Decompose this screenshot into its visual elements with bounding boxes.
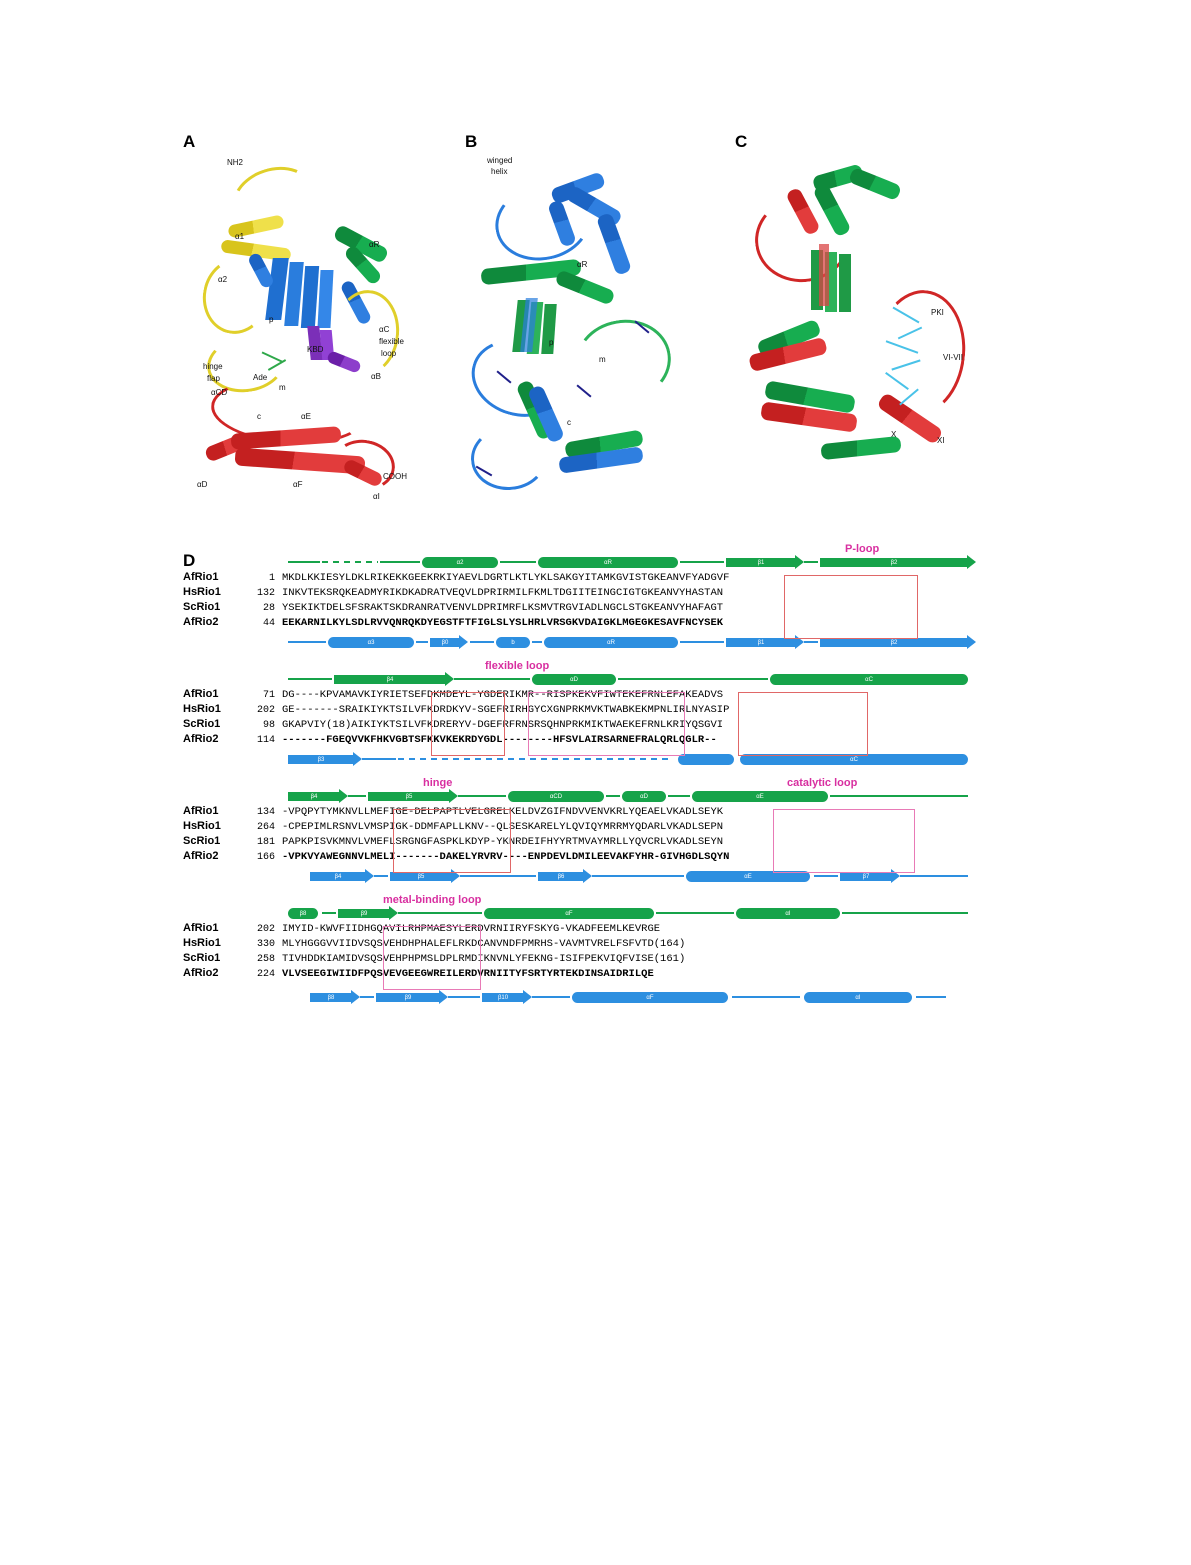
- structure-label: αI: [373, 492, 380, 501]
- ss-line: [460, 875, 536, 877]
- motif-label-hinge: hinge: [423, 777, 453, 789]
- ss-helix-aF: αF: [572, 992, 728, 1003]
- structure-label: αR: [369, 240, 380, 249]
- ss-line: [804, 641, 818, 643]
- panel-letter-a: A: [183, 132, 196, 151]
- block-spacer: [183, 651, 1013, 660]
- ss-strand-b1: β1: [726, 558, 796, 567]
- highlight-box-catalytic-loop: [773, 809, 915, 873]
- ss-helix-aI: αI: [736, 908, 840, 919]
- highlight-box-region: [431, 692, 505, 756]
- ss-strand-b9: β9: [376, 993, 440, 1002]
- ss-strand-b4: β4: [288, 792, 340, 801]
- ss-strand-b5: β5: [368, 792, 450, 801]
- ss-line: [804, 561, 818, 563]
- ss-line: [374, 875, 388, 877]
- sequence-name: HsRio1: [183, 586, 221, 598]
- ss-strand-b8: β8: [310, 993, 352, 1002]
- ss-helix-aE: αE: [692, 791, 828, 802]
- ss-dash: [398, 758, 670, 760]
- sequence-text: PAPKPISVKMNVLVMEFLSRGNGFASPKLKDYP-YKNRDEIFHYYRTMVAYMRLLYQVCRLVKADLSEYN: [282, 836, 724, 848]
- structure-label: m: [279, 383, 286, 392]
- structure-label: p: [269, 315, 274, 324]
- motif-label-metal-binding-loop: metal-binding loop: [383, 894, 482, 906]
- sequence-text: GE-------SRAIKIYKTSILVFKDRDKYV-SGEFRIRHGYCXGNPRKMVKTWABKEKMPNLIRLNYASIP: [282, 704, 730, 716]
- highlight-box-hinge: [393, 809, 511, 873]
- highlight-box-p-loop: [784, 575, 918, 639]
- sequence-text: -VPQPYTYMKNVLLMEFIGE-DELPAPTLVELGRELKELDVZGIFNDVVENVKRLYQEAELVKADLSEYK: [282, 806, 724, 818]
- structure-label: αC: [379, 325, 390, 334]
- sequence-text: -------FGEQVVKFHKVGBTSFKKVKEKRDYGDL--------HFSVLAIRSARNEFRALQRLQGLR--: [282, 734, 717, 746]
- ss-strand-b9: β9: [338, 909, 390, 918]
- helix-green: [554, 269, 615, 305]
- alignment-block-3: [183, 777, 1013, 885]
- structure-label: XI: [937, 436, 945, 445]
- ss-dash: [322, 561, 378, 563]
- ss-line: [448, 996, 480, 998]
- beta-strand: [301, 266, 319, 328]
- sequence-text: EEKARNILKYLSDLRVVQNRQKDYEGSTFTFIGLSLYSLHRLVRSGKVDAIGKLMGEGKESAVFNCYSEK: [282, 617, 724, 629]
- sequence-text: MKDLKKIESYLDKLRIKEKKGEEKRKIYAEVLDGRTLKTLYKLSAKGYITAMKGVISTGKEANVFYADGVF: [282, 572, 730, 584]
- panel-d-alignment: [183, 545, 1013, 1115]
- ss-helix-unlabeled: [678, 754, 734, 765]
- ss-strand-b3: β3: [288, 755, 354, 764]
- beta-strand: [839, 254, 851, 312]
- ss-line: [360, 996, 374, 998]
- structure-label: KBD: [307, 345, 324, 354]
- motif-label-p-loop: P-loop: [845, 543, 880, 555]
- ss-helix-b: b: [496, 637, 530, 648]
- ss-line: [348, 795, 366, 797]
- helix-green: [848, 167, 902, 201]
- sequence-row: [183, 922, 1013, 937]
- ss-helix-b8: β8: [288, 908, 318, 919]
- panel-c-structure: [725, 140, 985, 515]
- sequence-start-number: 330: [256, 939, 275, 950]
- sequence-text: GKAPVIY(18)AIKIYKTSILVFKDRERYV-DGEFRFRNSRSQHNPRKMIKTWAEKEFRNLKRIYQSGVI: [282, 719, 724, 731]
- ss-strand-b6: β6: [538, 872, 584, 881]
- sequence-name: AfRio1: [183, 805, 219, 817]
- ss-helix-aE: αE: [686, 871, 810, 882]
- sequence-text: INKVTEKSRQKEADMYRIKDKADRATVEQVLDPRIRMILFKMLTDGIITEINGCIGTGKEANVYHASTAN: [282, 587, 724, 599]
- ss-line: [656, 912, 734, 914]
- ss-line: [362, 758, 396, 760]
- sequence-name: AfRio1: [183, 688, 219, 700]
- structure-label: loop: [381, 349, 397, 358]
- ss-line: [288, 641, 326, 643]
- ss-line: [814, 875, 838, 877]
- ss-line: [398, 912, 482, 914]
- sequence-start-number: 44: [262, 618, 275, 629]
- sequence-name: AfRio2: [183, 616, 219, 628]
- sequence-start-number: 132: [256, 588, 275, 599]
- sequence-start-number: 224: [256, 969, 275, 980]
- c-term-coil: [329, 435, 399, 495]
- ss-line: [500, 561, 536, 563]
- structure-label: flap: [207, 374, 220, 383]
- ss-line: [470, 641, 494, 643]
- sequence-text: VLVSEEGIWIIDFPQSVEVGEEGWREILERDVRNIITYFSRTYRTEKDINSAIDRILQE: [282, 968, 654, 980]
- ss-helix-aD: αD: [622, 791, 666, 802]
- ss-helix-aI: αI: [804, 992, 912, 1003]
- helix-green: [820, 436, 901, 460]
- ribbon-coil: [569, 312, 678, 409]
- structure-label: αF: [293, 480, 303, 489]
- sequence-start-number: 258: [256, 954, 275, 965]
- highlight-box-metal-binding-loop: [383, 926, 481, 990]
- ss-helix-a2: α2: [422, 557, 498, 568]
- structure-label: c: [257, 412, 261, 421]
- structure-label: hinge: [203, 362, 223, 371]
- ss-line: [668, 795, 690, 797]
- ss-helix-aC: αC: [740, 754, 968, 765]
- ss-helix-aF: αF: [484, 908, 654, 919]
- panel-a-structure: [183, 140, 413, 515]
- sequence-start-number: 28: [262, 603, 275, 614]
- ss-helix-aC: αC: [770, 674, 968, 685]
- block-spacer: [183, 885, 1013, 894]
- ss-strand-b1: β1: [726, 638, 796, 647]
- ss-line: [532, 641, 542, 643]
- sequence-text: IMYID-KWVFIIDHGQAVILRHPMAESYLERDVRNIIRYFSKYG-VKADFEEMLKEVRGE: [282, 923, 661, 935]
- sequence-row: [183, 937, 1013, 952]
- structure-label: α2: [218, 275, 228, 284]
- alignment-block-4: [183, 894, 1013, 1006]
- sequence-text: YSEKIKTDELSFSRAKTSKDRANRATVENVLDPRIMRFLKSMVTRGVIADLNGCLSTGKEANVYHAFAGT: [282, 602, 724, 614]
- structure-label: α1: [235, 232, 245, 241]
- ss-strand-b2: β2: [820, 638, 968, 647]
- sequence-name: AfRio2: [183, 967, 219, 979]
- sequence-name: AfRio2: [183, 733, 219, 745]
- structure-label: αCD: [211, 388, 228, 397]
- structure-label: COOH: [383, 472, 407, 481]
- ss-helix-aR: αR: [544, 637, 678, 648]
- secondary-structure-top: [288, 555, 988, 571]
- ss-line: [458, 795, 506, 797]
- ss-line: [830, 795, 968, 797]
- sequence-text: -CPEPIMLRSNVLVMSPIGK-DDMFAPLLKNV--QLSESKARELYLQVIQYMRRMYQDARLVKADLSEPN: [282, 821, 724, 833]
- structure-label: helix: [491, 167, 508, 176]
- structure-label: αE: [301, 412, 311, 421]
- sequence-name: AfRio2: [183, 850, 219, 862]
- sequence-name: HsRio1: [183, 937, 221, 949]
- panel-letter-c: C: [735, 132, 748, 151]
- highlight-box-region: [738, 692, 868, 756]
- secondary-structure-top: [288, 789, 988, 805]
- ss-strand-b10: β10: [482, 993, 524, 1002]
- ss-line: [288, 561, 320, 563]
- panel-letter-d: D: [183, 551, 196, 570]
- panel-letter-b: B: [465, 132, 478, 151]
- sequence-start-number: 98: [262, 720, 275, 731]
- beta-strand: [317, 270, 333, 328]
- ss-strand-b0: β0: [430, 638, 460, 647]
- sequence-name: ScRio1: [183, 835, 221, 847]
- secondary-structure-top: [288, 906, 988, 922]
- ss-helix-aR: αR: [538, 557, 678, 568]
- sequence-name: ScRio1: [183, 718, 221, 730]
- structure-label: winged: [487, 156, 513, 165]
- ss-strand-b5: β5: [390, 872, 452, 881]
- sequence-text: -VPKVYAWEGNNVLMELI-------DAKELYRVRV----ENPDEVLDMILEEVAKFYHR-GIVHGDLSQYN: [282, 851, 730, 863]
- sequence-text: MLYHGGGVVIIDVSQSVEHDHPHALEFLRKDCANVNDFPMRHS-VAVMTVRELFSFVTD(164): [282, 938, 686, 950]
- ss-line: [900, 875, 968, 877]
- ss-line: [454, 678, 530, 680]
- structure-label: p: [549, 338, 554, 347]
- sequence-start-number: 264: [256, 822, 275, 833]
- sequence-name: AfRio1: [183, 922, 219, 934]
- sequence-start-number: 134: [256, 807, 275, 818]
- ss-strand-b4: β4: [334, 675, 446, 684]
- structure-label: c: [567, 418, 571, 427]
- motif-label-catalytic-loop: catalytic loop: [787, 777, 858, 789]
- sequence-start-number: 202: [256, 705, 275, 716]
- sequence-start-number: 166: [256, 852, 275, 863]
- alignment-block-2: [183, 660, 1013, 768]
- sequence-start-number: 114: [256, 735, 275, 746]
- ss-line: [680, 561, 724, 563]
- sequence-name: ScRio1: [183, 601, 221, 613]
- sequence-name: AfRio1: [183, 571, 219, 583]
- sequence-text: TIVHDDKIAMIDVSQSVEHPHPMSLDPLRMDIKNVNLYFEKNG-ISIFPEKVIQFVISE(161): [282, 953, 686, 965]
- ss-line: [380, 561, 420, 563]
- sequence-name: HsRio1: [183, 820, 221, 832]
- ss-line: [416, 641, 428, 643]
- structure-label: αD: [197, 480, 208, 489]
- ss-line: [606, 795, 620, 797]
- structure-label: PKI: [931, 308, 944, 317]
- ss-line: [532, 996, 570, 998]
- panel-b-structure: [455, 140, 705, 515]
- structure-label: αB: [371, 372, 381, 381]
- sequence-start-number: 71: [262, 690, 275, 701]
- alignment-block-1: [183, 543, 1013, 651]
- ss-line: [680, 641, 724, 643]
- sequence-start-number: 202: [256, 924, 275, 935]
- block-spacer: [183, 768, 1013, 777]
- ss-strand-b2: β2: [820, 558, 968, 567]
- sequence-start-number: 1: [268, 573, 275, 584]
- structure-label: X: [891, 430, 897, 439]
- secondary-structure-bottom: [288, 990, 988, 1006]
- ss-line: [842, 912, 968, 914]
- helix-blue: [596, 212, 632, 276]
- beta-strand: [819, 244, 829, 306]
- ss-line: [288, 678, 332, 680]
- ribbon-coil: [462, 328, 575, 428]
- ss-helix-aCD: αCD: [508, 791, 604, 802]
- structure-label: Ade: [253, 373, 268, 382]
- sequence-start-number: 181: [256, 837, 275, 848]
- ss-line: [618, 678, 768, 680]
- ss-line: [592, 875, 684, 877]
- ss-strand-b7: β7: [840, 872, 892, 881]
- ss-line: [322, 912, 336, 914]
- structure-label: m: [599, 355, 606, 364]
- structure-label: VI-VII: [943, 353, 964, 362]
- structure-label: NH2: [227, 158, 244, 167]
- motif-label-flexible-loop: flexible loop: [485, 660, 550, 672]
- ss-helix-a3: α3: [328, 637, 414, 648]
- highlight-box-flexible-loop: [528, 692, 685, 756]
- sequence-row: [183, 952, 1013, 967]
- sequence-row: [183, 967, 1013, 982]
- ss-helix-aD: αD: [532, 674, 616, 685]
- sequence-name: ScRio1: [183, 952, 221, 964]
- ss-line: [916, 996, 946, 998]
- structure-label: αR: [577, 260, 588, 269]
- secondary-structure-top: [288, 672, 988, 688]
- sequence-text: DG----KPVAMAVKIYRIETSEFDKMDEYL-YGDERIKMR--RISPKEKVFIWTEKEFRNLEFAKEADVS: [282, 689, 724, 701]
- ss-strand-b4: β4: [310, 872, 366, 881]
- sequence-name: HsRio1: [183, 703, 221, 715]
- ss-line: [732, 996, 800, 998]
- structure-label: flexible: [379, 337, 404, 346]
